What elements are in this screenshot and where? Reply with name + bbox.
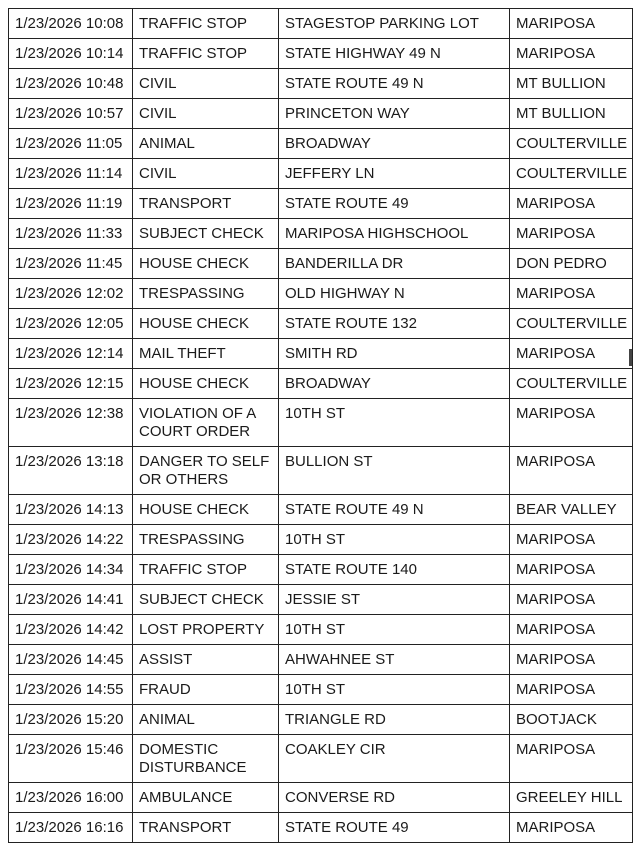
datetime-cell: 1/23/2026 12:02 — [9, 279, 133, 309]
table-row — [9, 645, 633, 675]
location-cell: 10TH ST — [279, 525, 510, 555]
table-row — [9, 279, 633, 309]
call-type-cell: CIVIL — [133, 99, 279, 129]
table-row — [9, 369, 633, 399]
datetime-cell: 1/23/2026 12:38 — [9, 399, 133, 447]
community-cell: COULTERVILLE — [510, 309, 633, 339]
datetime-cell: 1/23/2026 12:14 — [9, 339, 133, 369]
call-type-cell: HOUSE CHECK — [133, 249, 279, 279]
datetime-cell: 1/23/2026 15:20 — [9, 705, 133, 735]
datetime-cell: 1/23/2026 11:33 — [9, 219, 133, 249]
call-type-cell: TRESPASSING — [133, 525, 279, 555]
call-type-cell: SUBJECT CHECK — [133, 219, 279, 249]
call-type-cell: TRANSPORT — [133, 813, 279, 843]
location-cell: STAGESTOP PARKING LOT — [279, 9, 510, 39]
community-cell: MARIPOSA — [510, 39, 633, 69]
datetime-cell: 1/23/2026 14:41 — [9, 585, 133, 615]
scroll-edge-marker — [629, 349, 632, 366]
table-row — [9, 735, 633, 783]
table-row — [9, 813, 633, 843]
call-type-cell: MAIL THEFT — [133, 339, 279, 369]
community-cell: MT BULLION — [510, 69, 633, 99]
datetime-cell: 1/23/2026 15:46 — [9, 735, 133, 783]
location-cell: JEFFERY LN — [279, 159, 510, 189]
datetime-cell: 1/23/2026 11:05 — [9, 129, 133, 159]
table-row — [9, 495, 633, 525]
datetime-cell: 1/23/2026 13:18 — [9, 447, 133, 495]
location-cell: 10TH ST — [279, 615, 510, 645]
datetime-cell: 1/23/2026 11:45 — [9, 249, 133, 279]
call-type-cell: DANGER TO SELF OR OTHERS — [133, 447, 279, 495]
call-log-body — [9, 9, 633, 843]
location-cell: STATE ROUTE 49 N — [279, 495, 510, 525]
community-cell: COULTERVILLE — [510, 369, 633, 399]
call-type-cell: DOMESTIC DISTURBANCE — [133, 735, 279, 783]
community-cell: MARIPOSA — [510, 585, 633, 615]
community-cell: MARIPOSA — [510, 219, 633, 249]
datetime-cell: 1/23/2026 14:45 — [9, 645, 133, 675]
location-cell: CONVERSE RD — [279, 783, 510, 813]
community-cell: MARIPOSA — [510, 399, 633, 447]
community-cell: MARIPOSA — [510, 615, 633, 645]
table-row — [9, 615, 633, 645]
location-cell: OLD HIGHWAY N — [279, 279, 510, 309]
table-row — [9, 159, 633, 189]
datetime-cell: 1/23/2026 10:48 — [9, 69, 133, 99]
location-cell: PRINCETON WAY — [279, 99, 510, 129]
table-row — [9, 525, 633, 555]
call-type-cell: FRAUD — [133, 675, 279, 705]
table-row — [9, 99, 633, 129]
community-cell: MARIPOSA — [510, 555, 633, 585]
call-type-cell: ASSIST — [133, 645, 279, 675]
community-cell: GREELEY HILL — [510, 783, 633, 813]
location-cell: STATE ROUTE 49 N — [279, 69, 510, 99]
call-type-cell: TRAFFIC STOP — [133, 555, 279, 585]
call-type-cell: HOUSE CHECK — [133, 495, 279, 525]
community-cell: MARIPOSA — [510, 813, 633, 843]
location-cell: MARIPOSA HIGHSCHOOL — [279, 219, 510, 249]
community-cell: MARIPOSA — [510, 675, 633, 705]
location-cell: AHWAHNEE ST — [279, 645, 510, 675]
location-cell: BANDERILLA DR — [279, 249, 510, 279]
call-type-cell: TRESPASSING — [133, 279, 279, 309]
community-cell: MARIPOSA — [510, 9, 633, 39]
community-cell: BEAR VALLEY — [510, 495, 633, 525]
table-row — [9, 69, 633, 99]
location-cell: 10TH ST — [279, 399, 510, 447]
call-type-cell: SUBJECT CHECK — [133, 585, 279, 615]
location-cell: STATE ROUTE 49 — [279, 813, 510, 843]
community-cell: MARIPOSA — [510, 189, 633, 219]
call-type-cell: HOUSE CHECK — [133, 309, 279, 339]
datetime-cell: 1/23/2026 16:00 — [9, 783, 133, 813]
datetime-cell: 1/23/2026 14:13 — [9, 495, 133, 525]
location-cell: JESSIE ST — [279, 585, 510, 615]
call-type-cell: TRAFFIC STOP — [133, 39, 279, 69]
location-cell: SMITH RD — [279, 339, 510, 369]
table-row — [9, 9, 633, 39]
location-cell: BULLION ST — [279, 447, 510, 495]
call-type-cell: CIVIL — [133, 69, 279, 99]
table-row — [9, 555, 633, 585]
location-cell: STATE ROUTE 132 — [279, 309, 510, 339]
location-cell: BROADWAY — [279, 129, 510, 159]
table-row — [9, 675, 633, 705]
datetime-cell: 1/23/2026 12:05 — [9, 309, 133, 339]
community-cell: MARIPOSA — [510, 279, 633, 309]
table-row — [9, 585, 633, 615]
call-type-cell: ANIMAL — [133, 705, 279, 735]
call-type-cell: CIVIL — [133, 159, 279, 189]
table-row — [9, 219, 633, 249]
datetime-cell: 1/23/2026 10:14 — [9, 39, 133, 69]
datetime-cell: 1/23/2026 14:34 — [9, 555, 133, 585]
community-cell: MT BULLION — [510, 99, 633, 129]
datetime-cell: 1/23/2026 16:16 — [9, 813, 133, 843]
datetime-cell: 1/23/2026 14:22 — [9, 525, 133, 555]
table-row — [9, 339, 633, 369]
table-row — [9, 189, 633, 219]
location-cell: STATE ROUTE 140 — [279, 555, 510, 585]
call-type-cell: TRANSPORT — [133, 189, 279, 219]
location-cell: STATE HIGHWAY 49 N — [279, 39, 510, 69]
table-row — [9, 705, 633, 735]
community-cell: BOOTJACK — [510, 705, 633, 735]
community-cell: MARIPOSA — [510, 735, 633, 783]
table-row — [9, 447, 633, 495]
location-cell: TRIANGLE RD — [279, 705, 510, 735]
community-cell: COULTERVILLE — [510, 159, 633, 189]
call-type-cell: LOST PROPERTY — [133, 615, 279, 645]
location-cell: STATE ROUTE 49 — [279, 189, 510, 219]
datetime-cell: 1/23/2026 12:15 — [9, 369, 133, 399]
datetime-cell: 1/23/2026 11:19 — [9, 189, 133, 219]
datetime-cell: 1/23/2026 10:08 — [9, 9, 133, 39]
location-cell: BROADWAY — [279, 369, 510, 399]
datetime-cell: 1/23/2026 14:55 — [9, 675, 133, 705]
community-cell: MARIPOSA — [510, 525, 633, 555]
table-row — [9, 249, 633, 279]
community-cell: MARIPOSA — [510, 645, 633, 675]
community-cell: MARIPOSA — [510, 447, 633, 495]
table-row — [9, 309, 633, 339]
call-log-table — [8, 8, 633, 843]
call-type-cell: VIOLATION OF A COURT ORDER — [133, 399, 279, 447]
location-cell: 10TH ST — [279, 675, 510, 705]
datetime-cell: 1/23/2026 10:57 — [9, 99, 133, 129]
call-type-cell: AMBULANCE — [133, 783, 279, 813]
community-cell: DON PEDRO — [510, 249, 633, 279]
call-type-cell: ANIMAL — [133, 129, 279, 159]
datetime-cell: 1/23/2026 11:14 — [9, 159, 133, 189]
call-type-cell: TRAFFIC STOP — [133, 9, 279, 39]
call-type-cell: HOUSE CHECK — [133, 369, 279, 399]
table-row — [9, 399, 633, 447]
location-cell: COAKLEY CIR — [279, 735, 510, 783]
community-cell: COULTERVILLE — [510, 129, 633, 159]
datetime-cell: 1/23/2026 14:42 — [9, 615, 133, 645]
table-row — [9, 783, 633, 813]
table-row — [9, 129, 633, 159]
table-row — [9, 39, 633, 69]
community-cell: MARIPOSA — [510, 339, 633, 369]
